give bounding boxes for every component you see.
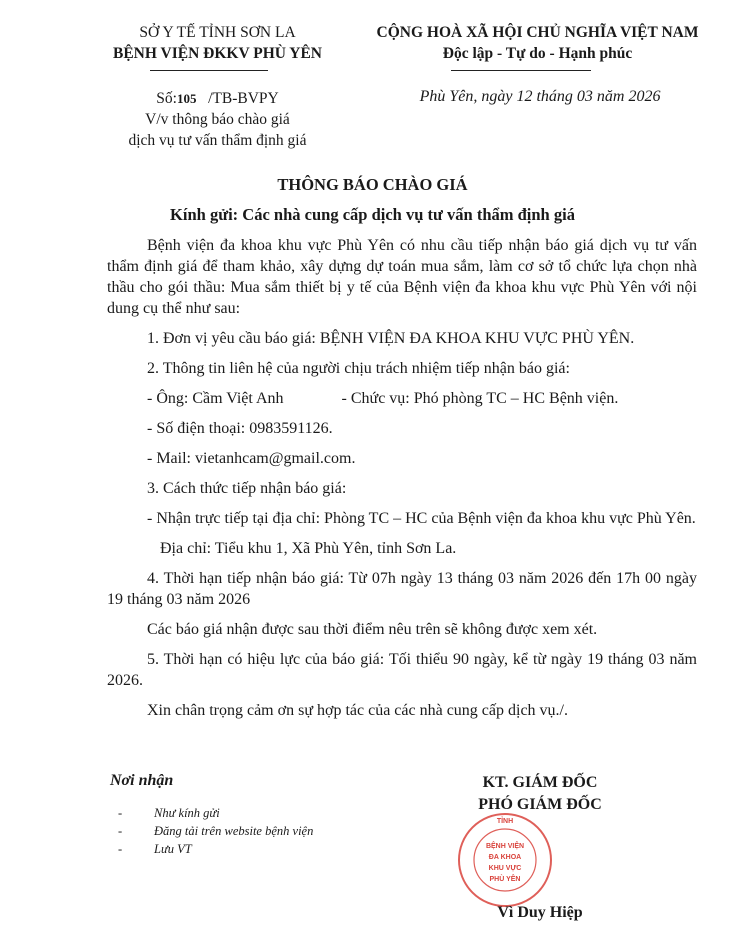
doc-number-prefix: Số: <box>156 90 177 107</box>
doc-number: 105 <box>176 91 197 106</box>
item-3: 3. Cách thức tiếp nhận báo giá: <box>147 480 347 497</box>
contact-role: - Chức vụ: Phó phòng TC – HC Bệnh viện. <box>341 390 619 407</box>
signature-title-1: KT. GIÁM ĐỐC <box>482 774 598 791</box>
doc-number-suffix: /TB-BVPY <box>208 90 279 107</box>
document-number-block <box>75 88 360 151</box>
receive-address: Địa chỉ: Tiểu khu 1, Xã Phù Yên, tỉnh Sơn La. <box>160 540 457 557</box>
official-seal <box>455 810 555 910</box>
receive-method: - Nhận trực tiếp tại địa chỉ: Phòng TC – HC của Bệnh viện đa khoa khu vực Phù Yên. <box>147 510 696 527</box>
seal-line-1: BỆNH VIỆN <box>485 843 525 850</box>
contact-mail: - Mail: vietanhcam@gmail.com. <box>147 450 356 467</box>
subject-line-2: dịch vụ tư vấn thẩm định giá <box>128 132 307 149</box>
contact-line <box>107 388 697 409</box>
item-4: 4. Thời hạn tiếp nhận báo giá: Từ 07h ngày 13 tháng 03 năm 2026 đến 17h 00 ngày 19 tháng 03 năm 2026 <box>107 570 697 608</box>
seal-line-3: KHU VỰC <box>488 865 522 872</box>
issuer-block <box>75 22 360 64</box>
recipients-title: Nơi nhận <box>110 772 174 789</box>
signer-name: Vì Duy Hiệp <box>497 904 583 921</box>
thanks-line: Xin chân trọng cảm ơn sự hợp tác của các nhà cung cấp dịch vụ./. <box>147 702 568 719</box>
hospital-name: BỆNH VIỆN ĐKKV PHÙ YÊN <box>113 45 322 62</box>
issuer-divider <box>150 70 268 71</box>
seal-line-4: PHÙ YÊN <box>489 876 521 883</box>
document-title: THÔNG BÁO CHÀO GIÁ <box>277 175 468 194</box>
recipient-item: - Đăng tải trên website bệnh viện <box>118 824 314 838</box>
contact-phone: - Số điện thoại: 0983591126. <box>147 420 333 437</box>
country-name: CỘNG HOÀ XÃ HỘI CHỦ NGHĨA VIỆT NAM <box>376 24 699 41</box>
item-5: 5. Thời hạn có hiệu lực của báo giá: Tối thiểu 90 ngày, kể từ ngày 19 tháng 03 năm 2026. <box>107 651 697 689</box>
contact-name: - Ông: Cầm Việt Anh <box>147 390 284 407</box>
item-1: 1. Đơn vị yêu cầu báo giá: BỆNH VIỆN ĐA KHOA KHU VỰC PHÙ YÊN. <box>147 330 635 347</box>
motto-divider <box>451 70 591 71</box>
document-body <box>107 235 697 721</box>
issue-date: Phù Yên, ngày 12 tháng 03 năm 2026 <box>419 88 661 105</box>
intro-paragraph: Bệnh viện đa khoa khu vực Phù Yên có nhu cầu tiếp nhận báo giá dịch vụ tư vấn thẩm định giá để tham khảo, xây dựng dự toán mua sắm, làm cơ sở tổ chức lựa chọn nhà thầu cho gói thầu: Mua sắm thiết bị y tế của Bệnh viện đa khoa khu vực Phù Yên với nội dung cụ thể như sau: <box>107 237 697 317</box>
recipient-item: - Như kính gửi <box>118 806 220 820</box>
recipients-list <box>118 804 313 858</box>
salutation: Kính gửi: Các nhà cung cấp dịch vụ tư vấn thẩm định giá <box>170 205 575 224</box>
subject-line-1: V/v thông báo chào giá <box>145 111 290 128</box>
seal-line-2: ĐA KHOA <box>488 854 522 861</box>
item-2: 2. Thông tin liên hệ của người chịu trách nhiệm tiếp nhận báo giá: <box>147 360 570 377</box>
late-note: Các báo giá nhận được sau thời điểm nêu trên sẽ không được xem xét. <box>147 621 598 638</box>
motto: Độc lập - Tự do - Hạnh phúc <box>442 45 633 62</box>
signature-title-2: PHÓ GIÁM ĐỐC <box>478 796 602 813</box>
department-name: SỞ Y TẾ TỈNH SƠN LA <box>139 24 296 41</box>
national-motto-block <box>350 22 725 64</box>
recipient-item: - Lưu VT <box>118 842 192 856</box>
seal-arc-text: TỈNH <box>496 818 514 825</box>
